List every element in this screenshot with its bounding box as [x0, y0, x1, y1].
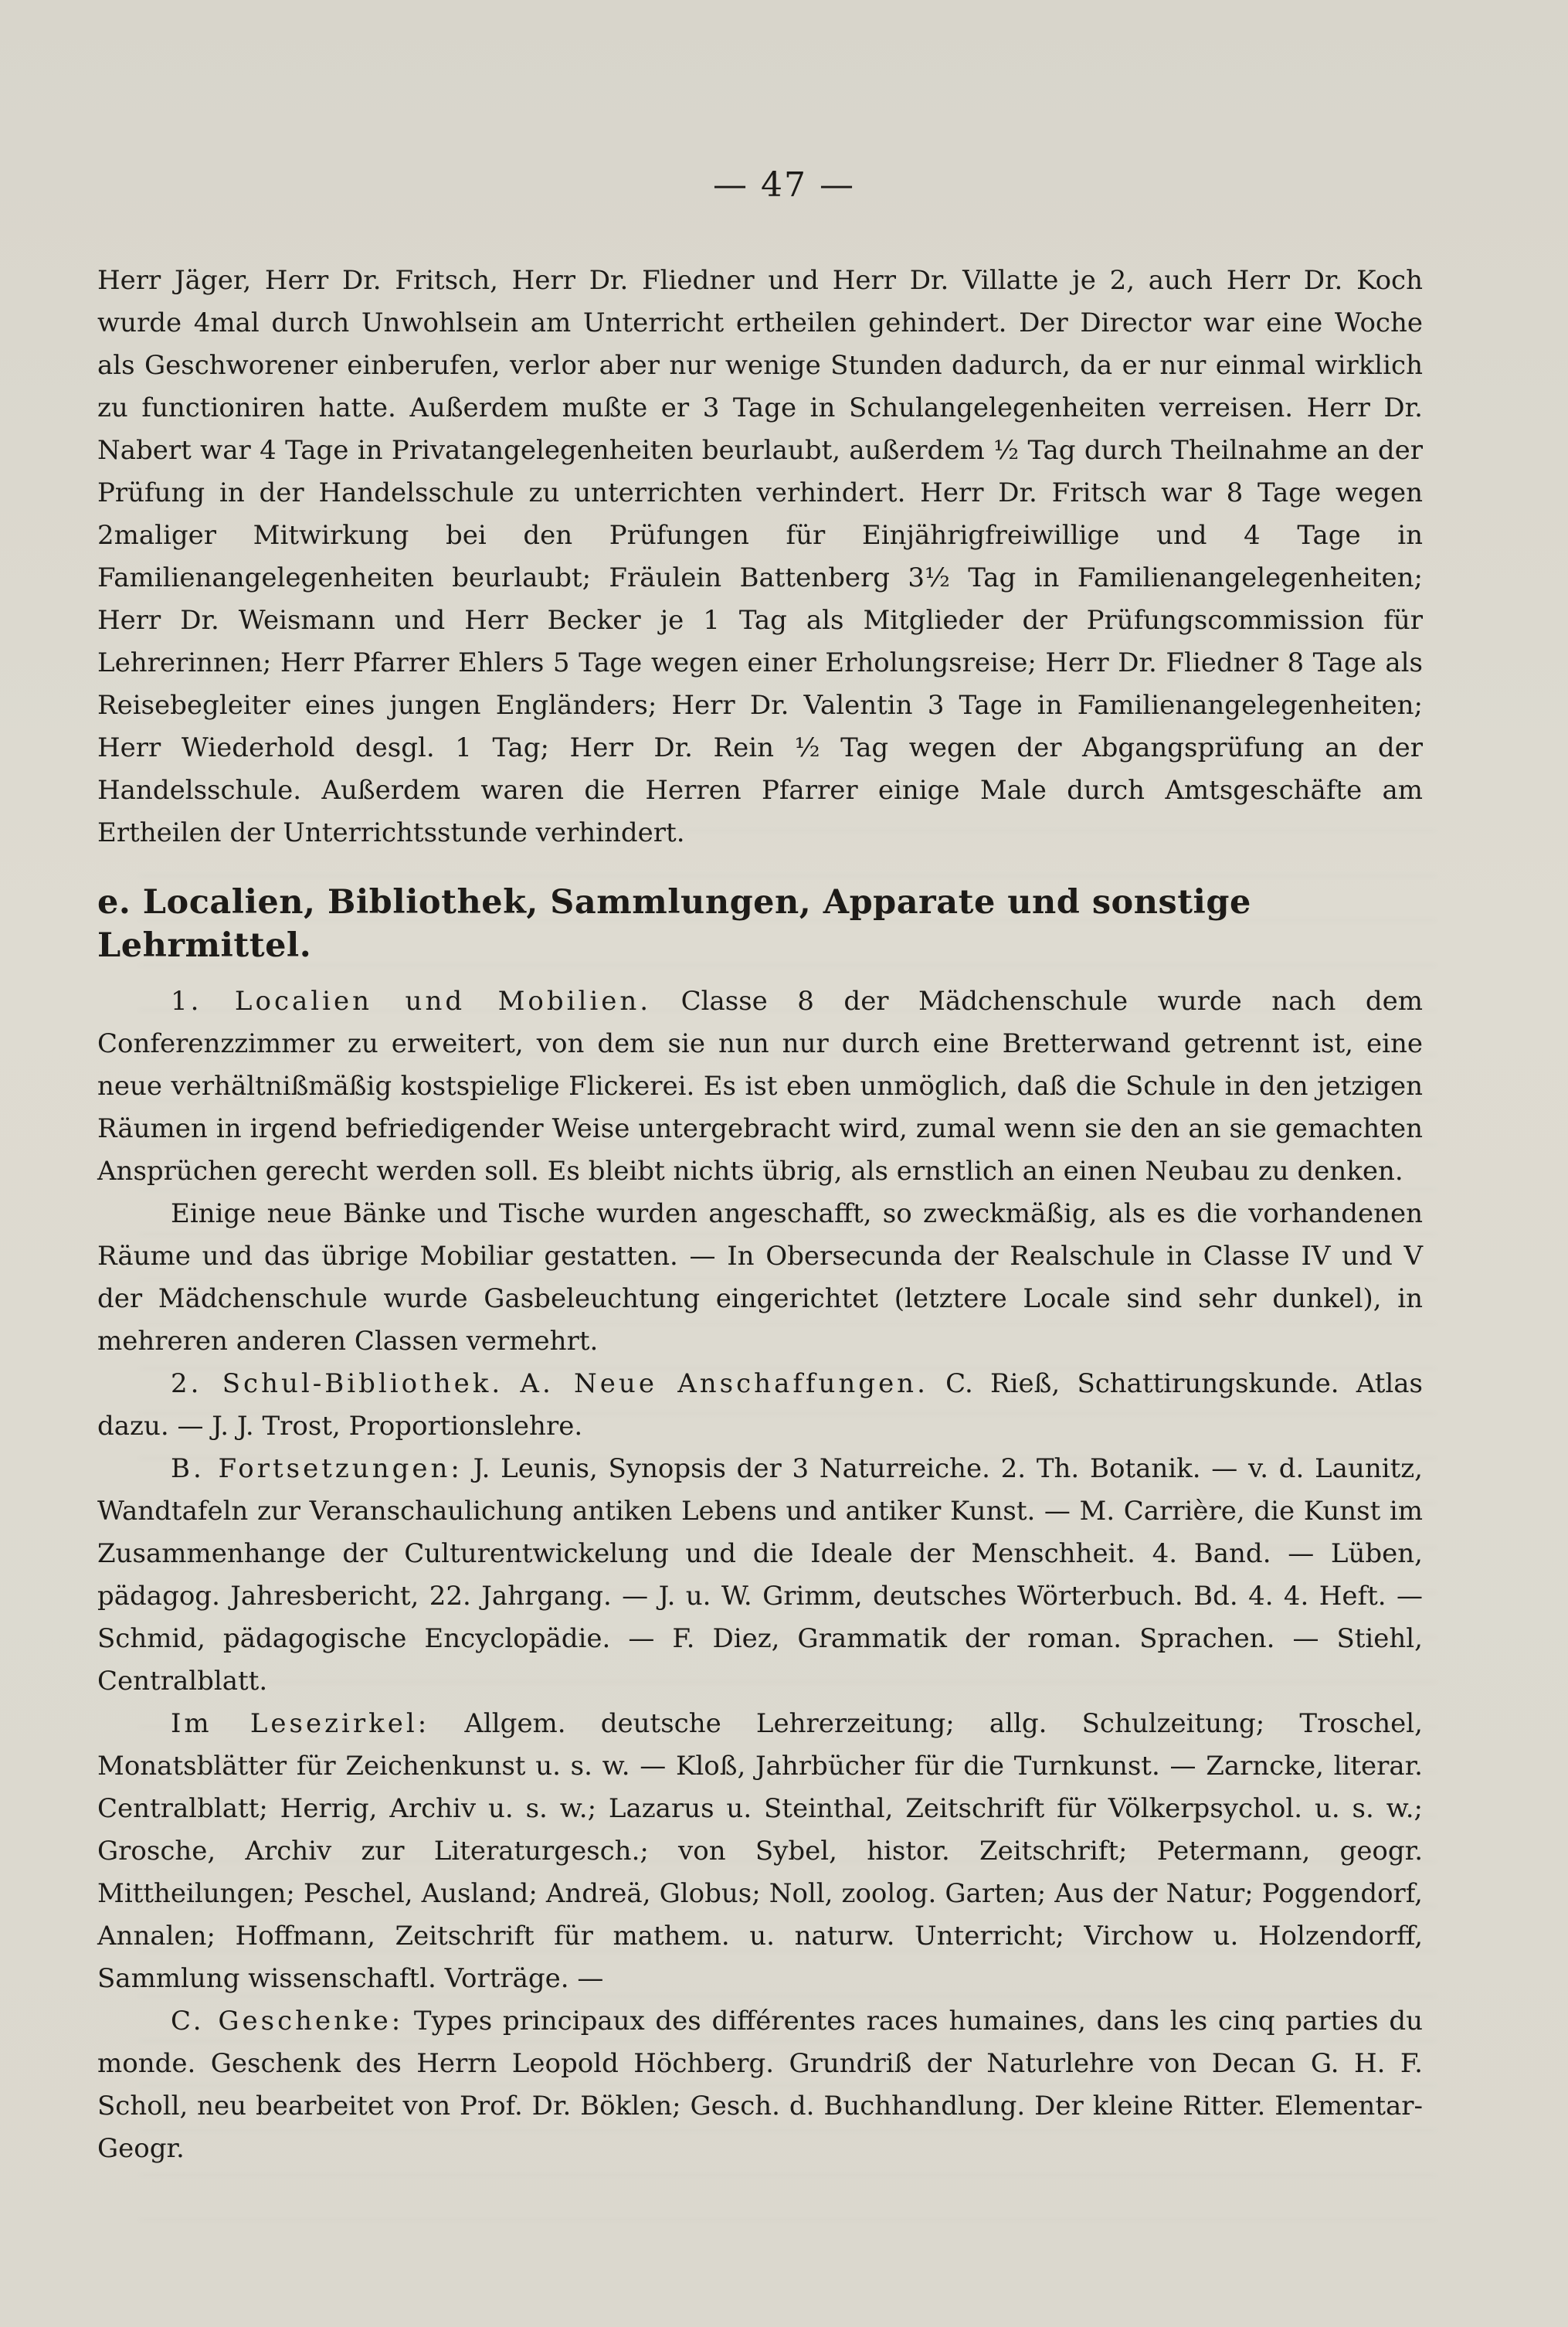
anschaffungen-label: A. Neue Anschaffungen. — [520, 1368, 928, 1399]
localien-paragraph — [97, 980, 1423, 1193]
fortsetzungen-text: J. Leunis, Synopsis der 3 Naturreiche. 2. Th. Botanik. — v. d. Launitz, Wandtafeln zur Veranschaulichung antiken Lebens und antiker Kunst. — M. Carrière, die Kunst im Zusammenhange der Culturentwickelung und die Ideale der Menschheit. 4. Band. — Lüben, pädagog. Jahresbericht, 22. Jahrgang. — J. u. W. Grimm, deutsches Wörterbuch. Bd. 4. 4. Heft. — Schmid, pädagogische Encyclopädie. — F. Diez, Grammatik der roman. Sprachen. — Stiehl, Centralblatt. — [97, 1453, 1423, 1697]
lesezirkel-paragraph — [97, 1703, 1423, 2000]
page-content — [97, 260, 1423, 2170]
localien-label: 1. Localien und Mobilien. — [171, 986, 652, 1017]
lesezirkel-label: Im Lesezirkel: — [171, 1708, 430, 1739]
bibliothek-text: C. Rieß, Schattirungskunde. Atlas dazu. — J. J. Trost, Proportionslehre. — [97, 1368, 1423, 1442]
intro-paragraph: Herr Jäger, Herr Dr. Fritsch, Herr Dr. Fliedner und Herr Dr. Villatte je 2, auch Herr Dr. Koch wurde 4mal durch Unwohlsein am Unterricht ertheilen gehindert. Der Director war eine Woche als Geschworener einberufen, verlor aber nur wenige Stunden dadurch, da er nur einmal wirklich zu functioniren hatte. Außerdem mußte er 3 Tage in Schulangelegenheiten verreisen. Herr Dr. Nabert war 4 Tage in Privatangelegenheiten beurlaubt, außerdem ½ Tag durch Theilnahme an der Prüfung in der Handelsschule zu unterrichten verhindert. Herr Dr. Fritsch war 8 Tage wegen 2maliger Mitwirkung bei den Prüfungen für Einjährigfreiwillige und 4 Tage in Familienangelegenheiten beurlaubt; Fräulein Battenberg 3½ Tag in Familienangelegenheiten; Herr Dr. Weismann und Herr Becker je 1 Tag als Mitglieder der Prüfungscommission für Lehrerinnen; Herr Pfarrer Ehlers 5 Tage wegen einer Erholungsreise; Herr Dr. Fliedner 8 Tage als Reisebegleiter eines jungen Engländers; Herr Dr. Valentin 3 Tage in Familienangelegenheiten; Herr Wiederhold desgl. 1 Tag; Herr Dr. Rein ½ Tag wegen der Abgangsprüfung an der Handelsschule. Außerdem waren die Herren Pfarrer einige Male durch Amtsgeschäfte am Ertheilen der Unterrichtsstunde verhindert. — [97, 265, 1423, 848]
section-heading: e. Localien, Bibliothek, Sammlungen, Apparate und sonstige Lehrmittel. — [97, 883, 1251, 965]
bibliothek-label: 2. Schul-Bibliothek. — [171, 1368, 504, 1399]
lesezirkel-text: Allgem. deutsche Lehrerzeitung; allg. Schulzeitung; Troschel, Monatsblätter für Zeichenkunst u. s. w. — Kloß, Jahrbücher für die Turnkunst. — Zarncke, literar. Centralblatt; Herrig, Archiv u. s. w.; Lazarus u. Steinthal, Zeitschrift für Völkerpsychol. u. s. w.; Grosche, Archiv zur Literaturgesch.; von Sybel, histor. Zeitschrift; Petermann, geogr. Mittheilungen; Peschel, Ausland; Andreä, Globus; Noll, zoolog. Garten; Aus der Natur; Poggendorf, Annalen; Hoffmann, Zeitschrift für mathem. u. naturw. Unterricht; Virchow u. Holzendorff, Sammlung wissenschaftl. Vorträge. — — [97, 1708, 1423, 1994]
geschenke-label: C. Geschenke: — [171, 2006, 404, 2037]
geschenke-paragraph — [97, 2000, 1423, 2170]
fortsetzungen-label: B. Fortsetzungen: — [171, 1453, 463, 1484]
page-number: — 47 — — [713, 165, 855, 205]
localien-text: Classe 8 der Mädchenschule wurde nach dem Conferenzzimmer zu erweitert, von dem sie nun nur durch eine Bretterwand getrennt ist, eine neue verhältnißmäßig kostspielige Flickerei. Es ist eben unmöglich, daß die Schule in den jetzigen Räumen in irgend befriedigender Weise untergebracht wird, zumal wenn sie den an sie gemachten Ansprüchen gerecht werden soll. Es bleibt nichts übrig, als ernstlich an einen Neubau zu denken. — [97, 986, 1424, 1187]
bibliothek-paragraph — [97, 1363, 1423, 1448]
mobiliar-paragraph: Einige neue Bänke und Tische wurden angeschafft, so zweckmäßig, als es die vorhandenen Räume und das übrige Mobiliar gestatten. — In Obersecunda der Realschule in Classe IV und V der Mädchenschule wurde Gasbeleuchtung eingerichtet (letztere Locale sind sehr dunkel), in mehreren anderen Classen vermehrt. — [97, 1198, 1423, 1357]
geschenke-text: Types principaux des différentes races humaines, dans les cinq parties du monde. Geschenk des Herrn Leopold Höchberg. Grundriß der Naturlehre von Decan G. H. F. Scholl, neu bearbeitet von Prof. Dr. Böklen; Gesch. d. Buchhandlung. Der kleine Ritter. Elementar-Geogr. — [97, 2006, 1423, 2164]
fortsetzungen-paragraph — [97, 1448, 1423, 1703]
